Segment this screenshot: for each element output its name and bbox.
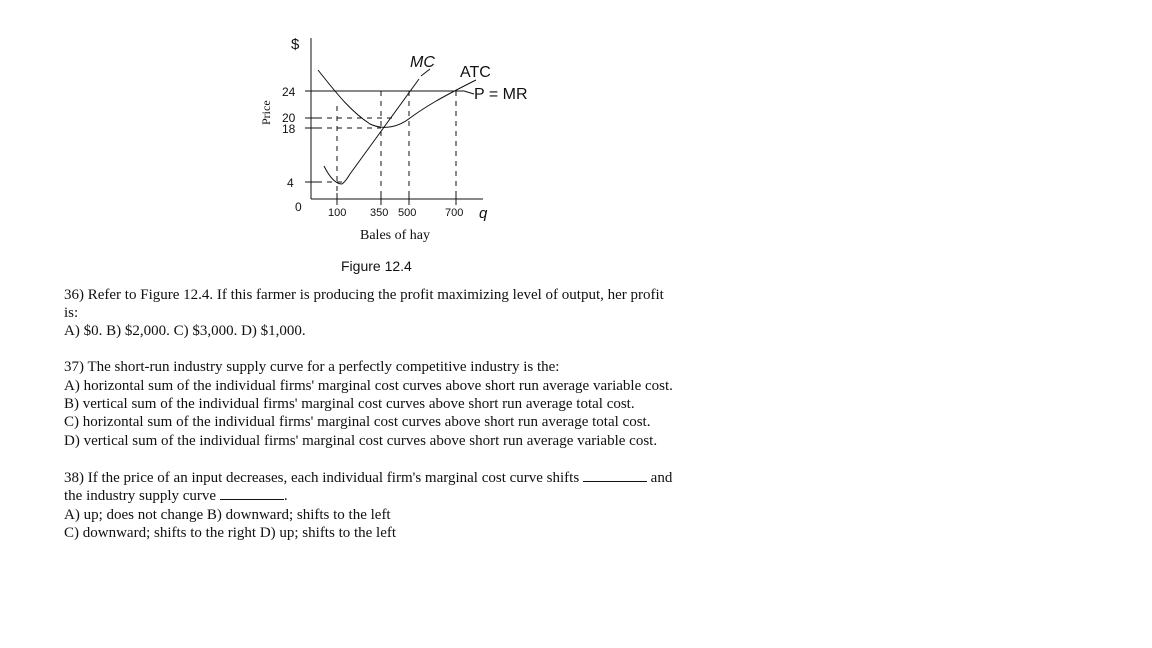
question-38-stem-line-2-text: the industry supply curve bbox=[64, 488, 217, 504]
y-tick-label: 4 bbox=[287, 176, 294, 190]
question-38-stem-line-1 bbox=[64, 469, 672, 488]
question-38-stem-part-2: and bbox=[650, 470, 673, 486]
atc-curve bbox=[318, 70, 476, 127]
figure-12-4 bbox=[0, 0, 560, 250]
y-axis-label: Price bbox=[259, 100, 273, 125]
question-37-option-a: A) horizontal sum of the individual firms' marginal cost curves above short run average variable cost. bbox=[64, 378, 673, 394]
question-37-stem: 37) The short-run industry supply curve for a perfectly competitive industry is the: bbox=[64, 359, 560, 375]
x-tick-label: 500 bbox=[398, 207, 417, 219]
question-36-line-1: 36) Refer to Figure 12.4. If this farmer is producing the profit maximizing level of output, her profit bbox=[64, 287, 664, 303]
figure-caption: Figure 12.4 bbox=[341, 258, 412, 274]
answer-blank-2 bbox=[220, 487, 284, 500]
question-37-option-b: B) vertical sum of the individual firms' marginal cost curves above short run average total cost. bbox=[64, 396, 635, 412]
question-38-stem-end: . bbox=[283, 488, 288, 504]
origin-label: 0 bbox=[295, 200, 302, 214]
question-38-stem-line-2 bbox=[64, 487, 288, 506]
x-axis-symbol: q bbox=[479, 205, 488, 222]
y-tick-label: 18 bbox=[282, 122, 296, 136]
x-tick-label: 100 bbox=[328, 207, 347, 219]
price-mr-label: P = MR bbox=[474, 86, 528, 103]
y-axis-unit: $ bbox=[291, 36, 300, 53]
question-36-options: A) $0. B) $2,000. C) $3,000. D) $1,000. bbox=[64, 323, 306, 339]
mc-label: MC bbox=[410, 54, 435, 71]
question-37-option-c: C) horizontal sum of the individual firms' marginal cost curves above short run average total cost. bbox=[64, 414, 651, 430]
question-36-line-2: is: bbox=[64, 305, 79, 321]
price-label-pointer bbox=[464, 91, 474, 94]
atc-label: ATC bbox=[460, 64, 491, 81]
question-38-options-line-2: C) downward; shifts to the right D) up; shifts to the left bbox=[64, 525, 397, 541]
y-tick-label: 20 bbox=[282, 111, 296, 125]
question-38-stem-part-1: 38) If the price of an input decreases, each individual firm's marginal cost curve shifts bbox=[64, 470, 580, 486]
x-axis-label: Bales of hay bbox=[360, 228, 430, 243]
y-tick-label: 24 bbox=[282, 85, 296, 99]
question-38-options-line-1: A) up; does not change B) downward; shifts to the left bbox=[64, 507, 391, 523]
x-tick-label: 700 bbox=[445, 207, 464, 219]
answer-blank-1 bbox=[583, 469, 647, 482]
x-tick-label: 350 bbox=[370, 207, 389, 219]
dashed-guides bbox=[317, 91, 456, 193]
question-37-option-d: D) vertical sum of the individual firms' marginal cost curves above short run average variable cost. bbox=[64, 433, 658, 449]
